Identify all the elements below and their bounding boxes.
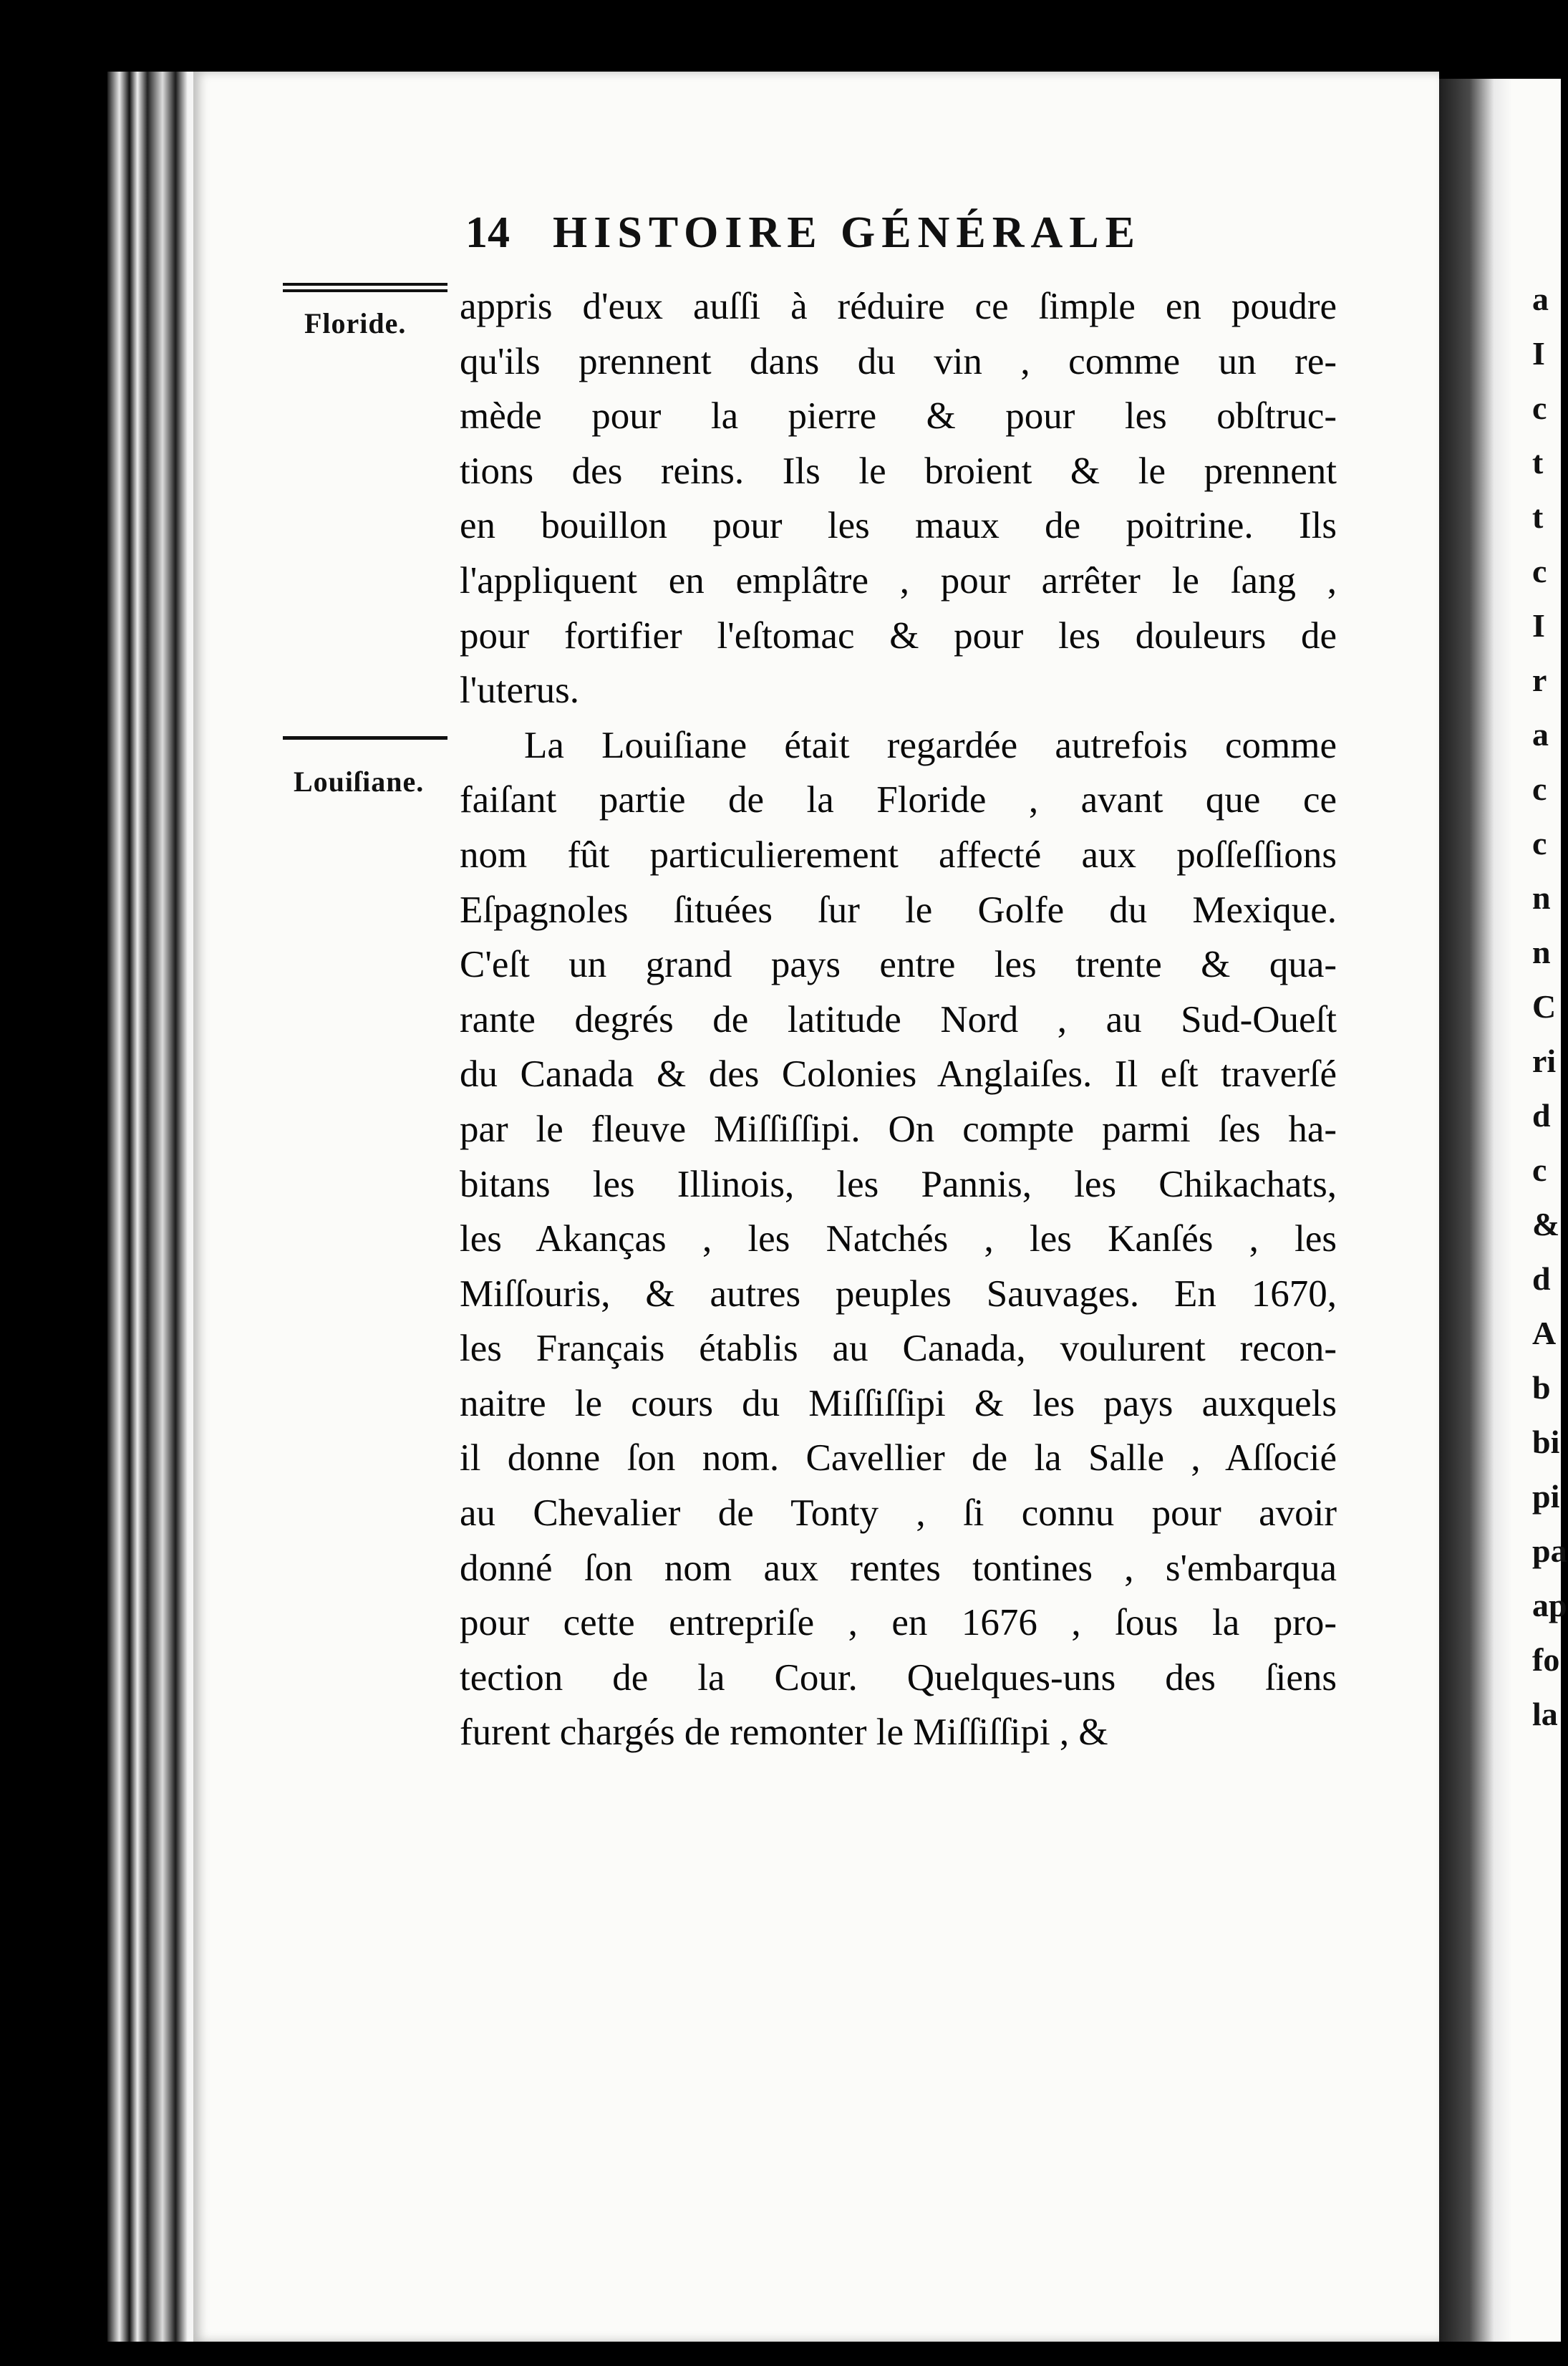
next-page-letter: t <box>1532 444 1544 481</box>
next-page-letter: c <box>1532 553 1547 589</box>
next-page-letter: c <box>1532 390 1547 426</box>
text-line: furent chargés de remonter le Miſſiſſipi , & <box>460 1711 1108 1754</box>
next-page-letter: & <box>1532 1206 1560 1242</box>
next-page-letter: pa <box>1532 1532 1567 1569</box>
text-line: tection de la Cour. Quelques-uns des ſiens <box>460 1656 1337 1699</box>
next-page-letter: A <box>1532 1315 1557 1351</box>
next-page-letter: la <box>1532 1696 1558 1732</box>
text-line: La Louiſiane était regardée autrefois comme <box>524 724 1337 766</box>
next-page-letters <box>1532 272 1568 1742</box>
next-page-letter: b <box>1532 1369 1551 1406</box>
text-line: naitre le cours du Miſſiſſipi & les pays auxquels <box>460 1382 1337 1424</box>
next-page-letter: d <box>1532 1260 1551 1297</box>
text-line: C'eſt un grand pays entre les trente & qua- <box>460 944 1337 986</box>
text-line: nom fût particulierement affecté aux poſſeſſions <box>460 834 1337 876</box>
text-line: l'uterus. <box>460 670 580 712</box>
text-line: au Chevalier de Tonty , ſi connu pour avoir <box>460 1492 1337 1535</box>
text-line: Eſpagnoles ſituées ſur le Golfe du Mexique. <box>460 889 1337 931</box>
text-line: rante degrés de latitude Nord , au Sud-Oueſt <box>460 998 1337 1040</box>
text-line: bitans les Illinois, les Pannis, les Chikachats, <box>460 1163 1337 1205</box>
next-page-letter: fo <box>1532 1641 1560 1678</box>
next-page-letter: ri <box>1532 1043 1557 1079</box>
text-line: les Akanças , les Natchés , les Kanſés , les <box>460 1218 1337 1260</box>
next-page-letter: I <box>1532 335 1545 372</box>
margin-note-floride: Floride. <box>304 307 407 339</box>
text-line: donné ſon nom aux rentes tontines , s'embarqua <box>460 1547 1337 1589</box>
paragraph-1 <box>460 279 1337 718</box>
next-page-letter: C <box>1532 988 1557 1025</box>
paragraph-2 <box>460 718 1337 1760</box>
text-line: il donne ſon nom. Cavellier de la Salle , Aſſocié <box>460 1437 1337 1479</box>
text-line: tions des reins. Ils le broient & le prennent <box>460 450 1337 492</box>
next-page-letter: bi <box>1532 1424 1560 1460</box>
text-line: l'appliquent en emplâtre , pour arrêter le ſang , <box>460 559 1337 602</box>
next-page-letter: pi <box>1532 1478 1560 1515</box>
next-page-letter: ap <box>1532 1587 1567 1623</box>
text-line: du Canada & des Colonies Anglaiſes. Il eſt traverſé <box>460 1053 1337 1096</box>
next-page-letter: d <box>1532 1097 1551 1134</box>
text-line: faiſant partie de la Floride , avant que ce <box>460 779 1337 821</box>
margin-note-louisiane: Louiſiane. <box>294 766 425 798</box>
margin-rule-louisiane <box>283 736 447 740</box>
next-page-letter: I <box>1532 607 1545 644</box>
text-line: Miſſouris, & autres peuples Sauvages. En 1670, <box>460 1273 1337 1315</box>
next-page-letter: a <box>1532 281 1549 317</box>
next-page-letter: c <box>1532 771 1547 807</box>
body-text <box>460 279 1337 1760</box>
next-page-letter: c <box>1532 1151 1547 1188</box>
text-line: les Français établis au Canada, voulurent recon- <box>460 1328 1337 1370</box>
text-line: mède pour la pierre & pour les obſtruc- <box>460 395 1337 438</box>
next-page-letter: n <box>1532 934 1551 970</box>
text-line: appris d'eux auſſi à réduire ce ſimple en poudre <box>460 286 1337 327</box>
next-page-letter: c <box>1532 825 1547 861</box>
text-line: pour cette entrepriſe , en 1676 , ſous la pro- <box>460 1602 1337 1644</box>
text-line: par le fleuve Miſſiſſipi. On compte parmi ſes ha- <box>460 1108 1337 1150</box>
text-line: qu'ils prennent dans du vin , comme un re- <box>460 340 1337 382</box>
page-number: 14 <box>465 208 510 257</box>
next-page-letter: t <box>1532 498 1544 535</box>
text-line: en bouillon pour les maux de poitrine. Ils <box>460 505 1337 547</box>
page-header <box>465 208 1267 272</box>
margin-rule-floride <box>283 283 447 292</box>
next-page-letter: n <box>1532 879 1551 916</box>
next-page-letter: r <box>1532 662 1547 698</box>
running-head: HISTOIRE GÉNÉRALE <box>553 208 1142 257</box>
next-page-letter: a <box>1532 716 1549 753</box>
book-binding <box>107 72 208 2342</box>
text-line: pour fortifier l'eſtomac & pour les douleurs de <box>460 614 1337 657</box>
